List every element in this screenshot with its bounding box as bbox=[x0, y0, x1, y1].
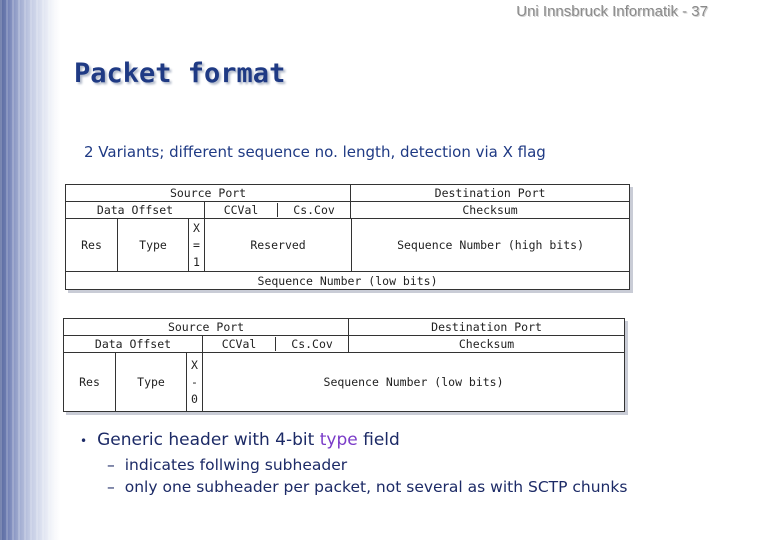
bullet-text bbox=[97, 430, 400, 450]
left-decorative-stripes bbox=[0, 0, 60, 540]
bullet-text-prefix: Generic header with 4-bit bbox=[97, 430, 315, 450]
destination-port-field: Destination Port bbox=[351, 185, 630, 202]
reserved-field: Reserved bbox=[205, 219, 352, 272]
ccval-cscov-field bbox=[205, 202, 351, 219]
bullet-text-type-keyword: type bbox=[319, 430, 358, 450]
sub-bullet-item bbox=[107, 456, 627, 474]
x-flag-label: X bbox=[191, 357, 198, 372]
res-field: Res bbox=[64, 353, 116, 412]
slide-subtitle: 2 Variants; different sequence no. length, detection via X flag bbox=[84, 143, 546, 161]
destination-port-field: Destination Port bbox=[349, 319, 625, 336]
cscov-field: Cs.Cov bbox=[293, 203, 335, 217]
bullet-item-generic-header bbox=[80, 430, 627, 450]
bullet-list bbox=[80, 430, 627, 496]
data-offset-field: Data Offset bbox=[66, 202, 205, 219]
source-port-field: Source Port bbox=[66, 185, 351, 202]
x-flag-eq: = bbox=[193, 237, 200, 252]
x-flag-value: 0 bbox=[191, 391, 198, 406]
res-field: Res bbox=[66, 219, 118, 272]
sequence-number-low-field: Sequence Number (low bits) bbox=[203, 353, 625, 412]
dash-icon: – bbox=[107, 456, 115, 474]
slide-title: Packet format bbox=[74, 58, 286, 89]
bullet-icon: • bbox=[80, 434, 88, 448]
sub-bullet-text: indicates follwing subheader bbox=[124, 456, 348, 474]
data-offset-field: Data Offset bbox=[64, 336, 203, 353]
packet-format-variant-2 bbox=[63, 318, 625, 412]
checksum-field: Checksum bbox=[349, 336, 625, 353]
x-flag-eq: - bbox=[191, 374, 198, 389]
x-flag-field bbox=[189, 219, 205, 272]
ccval-field: CCVal bbox=[205, 203, 278, 217]
x-flag-label: X bbox=[193, 220, 200, 235]
slide-header: Uni Innsbruck Informatik - 37 bbox=[516, 3, 708, 20]
type-field: Type bbox=[116, 353, 187, 412]
source-port-field: Source Port bbox=[64, 319, 349, 336]
dash-icon: – bbox=[107, 478, 115, 496]
packet-format-variant-1 bbox=[65, 184, 630, 290]
ccval-cscov-field bbox=[203, 336, 349, 353]
type-field: Type bbox=[118, 219, 189, 272]
x-flag-field bbox=[187, 353, 203, 412]
bullet-text-suffix: field bbox=[363, 430, 400, 450]
x-flag-value: 1 bbox=[193, 254, 200, 269]
cscov-field: Cs.Cov bbox=[291, 337, 333, 351]
checksum-field: Checksum bbox=[351, 202, 630, 219]
sub-bullet-item bbox=[107, 478, 627, 496]
ccval-field: CCVal bbox=[203, 337, 276, 351]
sequence-number-high-field: Sequence Number (high bits) bbox=[352, 219, 630, 272]
sequence-number-low-field: Sequence Number (low bits) bbox=[66, 272, 630, 290]
sub-bullet-text: only one subheader per packet, not several as with SCTP chunks bbox=[124, 478, 628, 496]
